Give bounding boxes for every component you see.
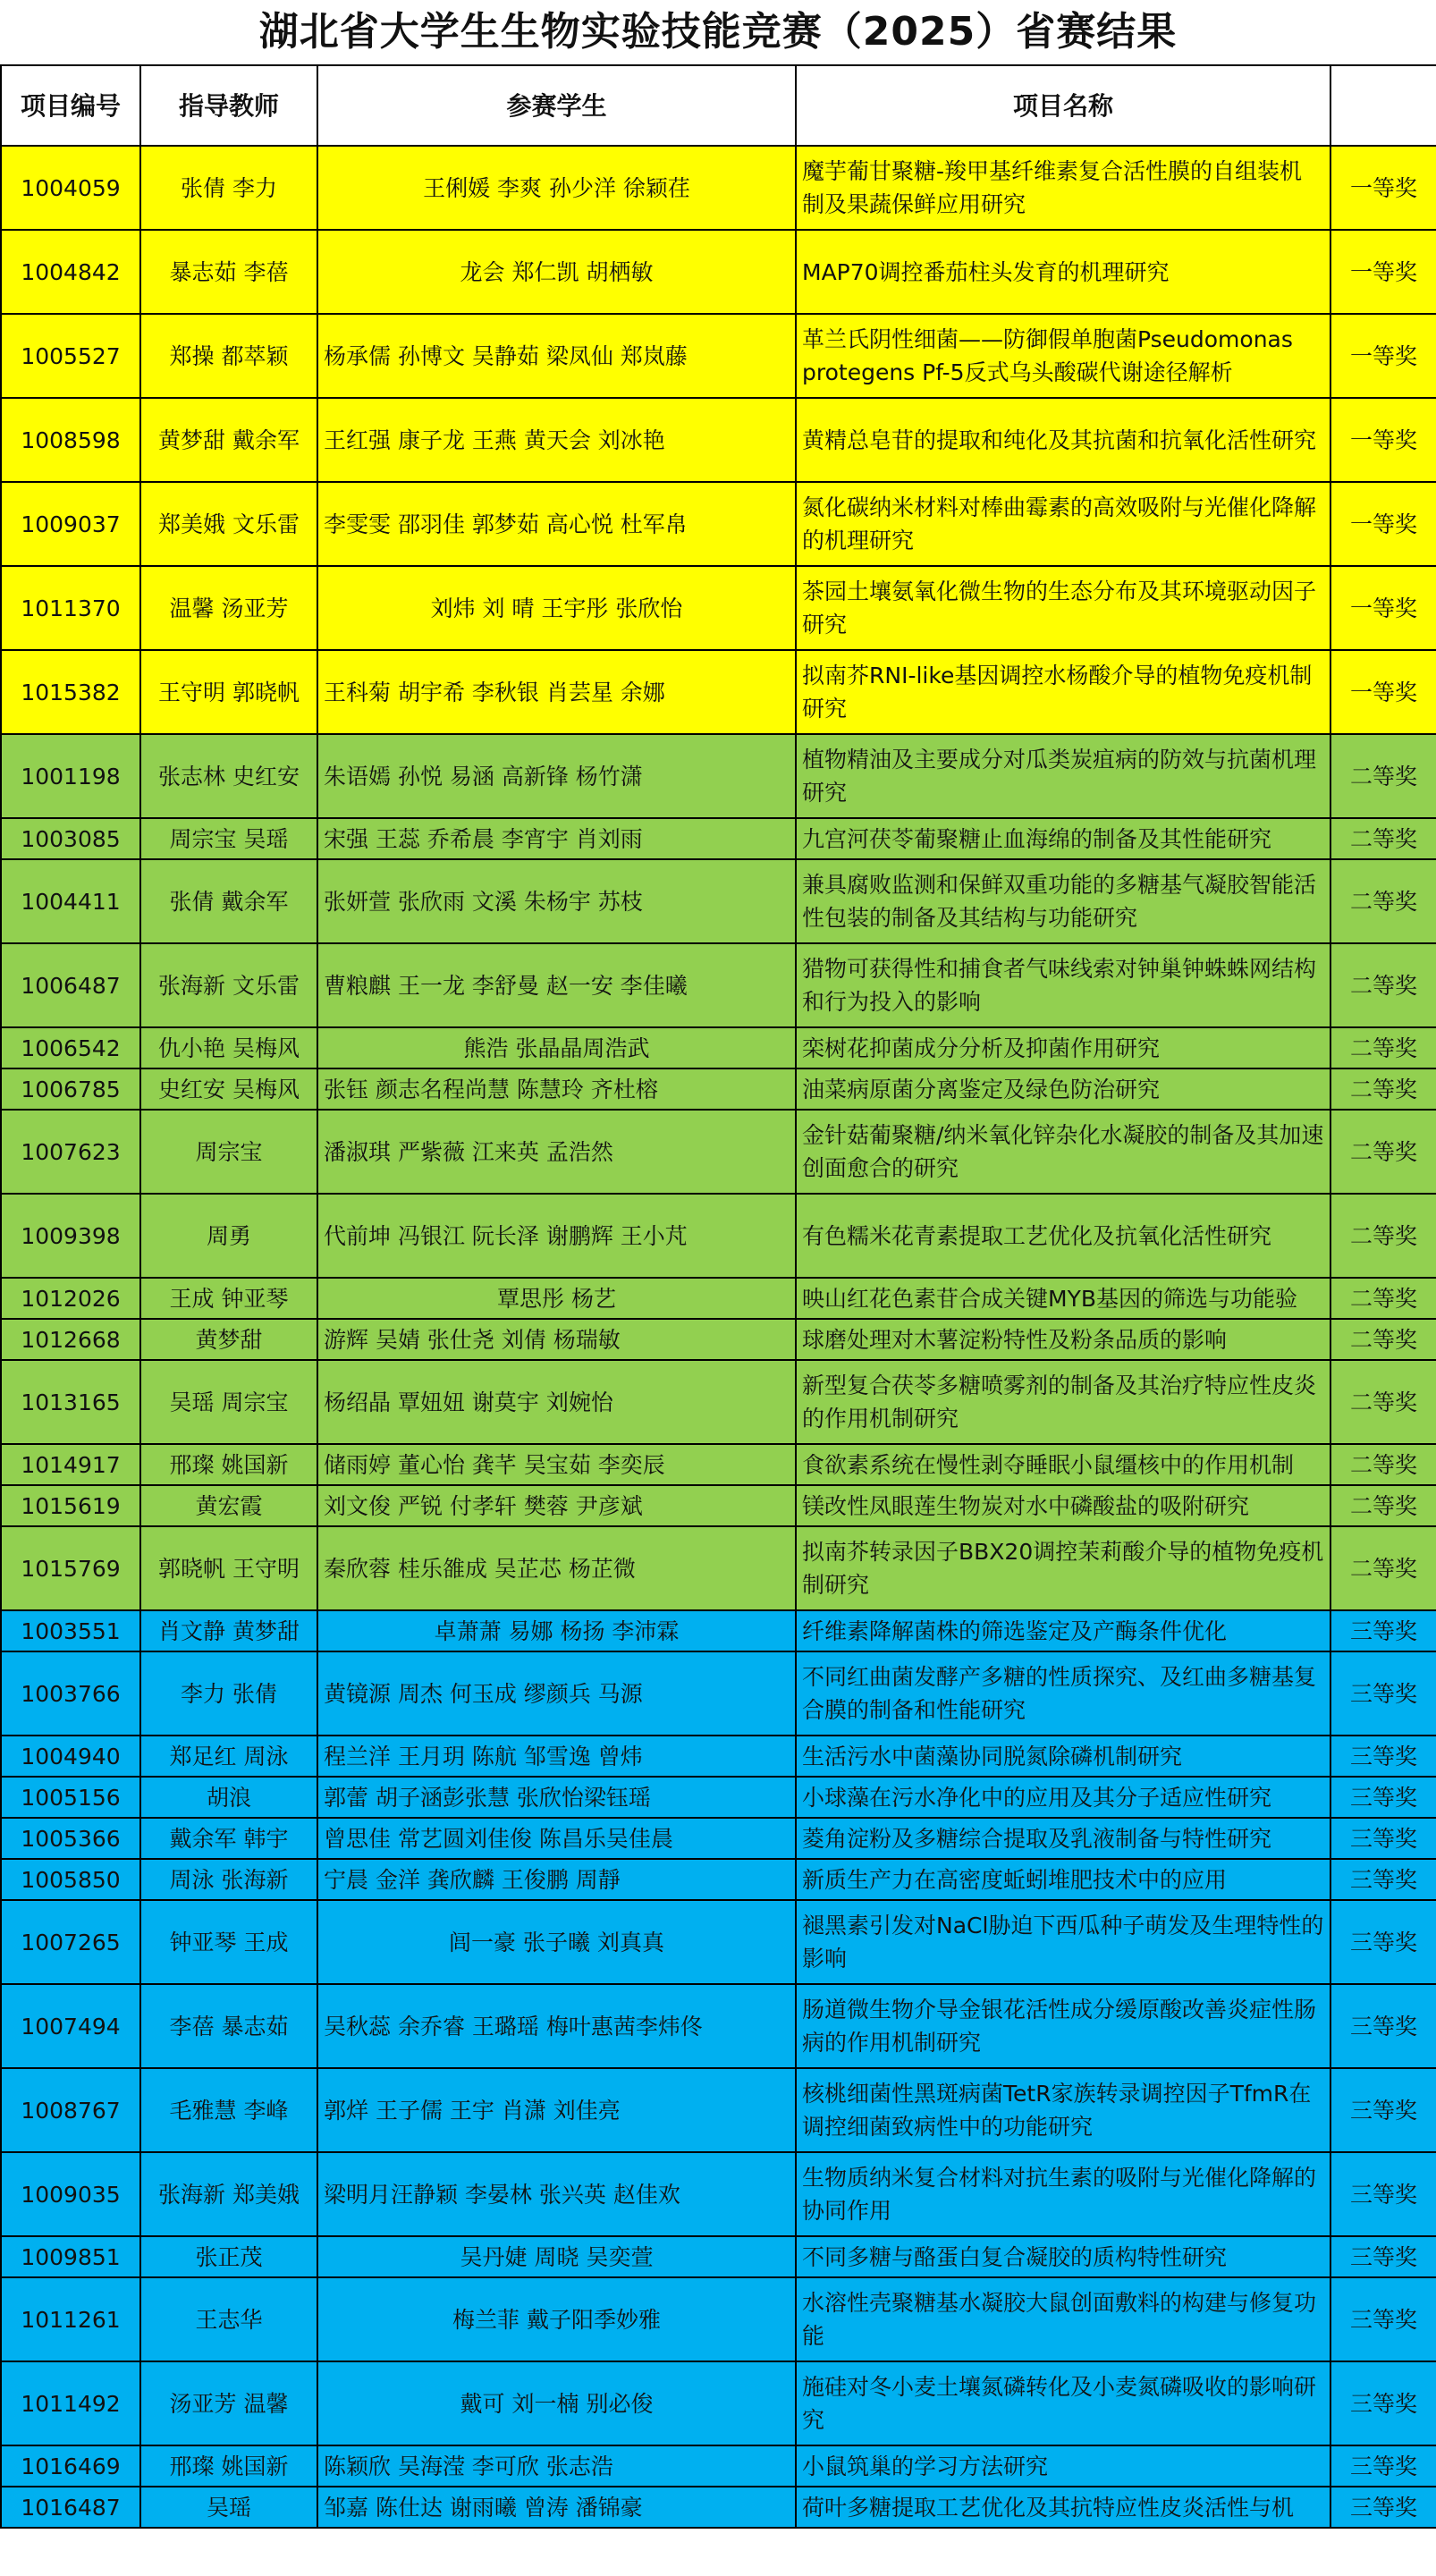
cell-award: 一等奖 xyxy=(1330,146,1436,230)
cell-project-id: 1015619 xyxy=(1,1485,140,1526)
cell-students: 刘文俊 严锐 付孝轩 樊蓉 尹彦斌 xyxy=(317,1485,796,1526)
cell-project-name: 小球藻在污水净化中的应用及其分子适应性研究 xyxy=(796,1777,1330,1818)
table-row xyxy=(1,2361,1436,2445)
cell-project-id: 1007265 xyxy=(1,1900,140,1984)
cell-project-name: 施硅对冬小麦土壤氮磷转化及小麦氮磷吸收的影响研究 xyxy=(796,2361,1330,2445)
cell-students: 王红强 康子龙 王燕 黄天会 刘冰艳 xyxy=(317,398,796,482)
cell-students: 储雨婷 董心怡 龚芊 吴宝茹 李奕辰 xyxy=(317,1444,796,1485)
cell-award: 二等奖 xyxy=(1330,1110,1436,1194)
table-row xyxy=(1,1526,1436,1610)
cell-project-name: 油菜病原菌分离鉴定及绿色防治研究 xyxy=(796,1068,1330,1110)
cell-project-id: 1011492 xyxy=(1,2361,140,2445)
cell-project-name: 不同红曲菌发酵产多糖的性质探究、及红曲多糖基复合膜的制备和性能研究 xyxy=(796,1651,1330,1736)
cell-project-name: 菱角淀粉及多糖综合提取及乳液制备与特性研究 xyxy=(796,1818,1330,1859)
cell-students: 潘淑琪 严紫薇 江来英 孟浩然 xyxy=(317,1110,796,1194)
cell-project-name: 猎物可获得性和捕食者气味线索对钟巢钟蛛蛛网结构和行为投入的影响 xyxy=(796,943,1330,1027)
cell-students: 程兰洋 王月玥 陈航 邹雪逸 曾炜 xyxy=(317,1736,796,1777)
cell-project-id: 1004842 xyxy=(1,230,140,314)
cell-students: 秦欣蓉 桂乐雒成 吴芷芯 杨芷微 xyxy=(317,1526,796,1610)
table-row xyxy=(1,2277,1436,2361)
cell-students: 覃思彤 杨艺 xyxy=(317,1278,796,1319)
table-row xyxy=(1,1360,1436,1444)
cell-award: 二等奖 xyxy=(1330,1194,1436,1278)
table-row xyxy=(1,1818,1436,1859)
cell-students: 李雯雯 邵羽佳 郭梦茹 高心悦 杜军帛 xyxy=(317,482,796,566)
cell-advisors: 暴志茹 李蓓 xyxy=(140,230,317,314)
cell-project-name: 拟南芥RNI-like基因调控水杨酸介导的植物免疫机制研究 xyxy=(796,650,1330,734)
cell-students: 熊浩 张晶晶周浩武 xyxy=(317,1027,796,1068)
cell-project-id: 1004940 xyxy=(1,1736,140,1777)
cell-advisors: 王志华 xyxy=(140,2277,317,2361)
cell-advisors: 戴余军 韩宇 xyxy=(140,1818,317,1859)
cell-advisors: 张海新 文乐雷 xyxy=(140,943,317,1027)
cell-students: 朱语嫣 孙悦 易涵 高新锋 杨竹潇 xyxy=(317,734,796,818)
table-row xyxy=(1,818,1436,859)
cell-advisors: 毛雅慧 李峰 xyxy=(140,2068,317,2152)
cell-students: 曹粮麒 王一龙 李舒曼 赵一安 李佳曦 xyxy=(317,943,796,1027)
table-row xyxy=(1,1777,1436,1818)
cell-award: 二等奖 xyxy=(1330,1444,1436,1485)
table-row xyxy=(1,146,1436,230)
cell-students: 闾一豪 张子曦 刘真真 xyxy=(317,1900,796,1984)
cell-advisors: 黄梦甜 xyxy=(140,1319,317,1360)
cell-students: 吴丹婕 周晓 吴奕萱 xyxy=(317,2236,796,2277)
cell-award: 二等奖 xyxy=(1330,1027,1436,1068)
cell-project-id: 1009035 xyxy=(1,2152,140,2236)
cell-advisors: 王守明 郭晓帆 xyxy=(140,650,317,734)
cell-award: 一等奖 xyxy=(1330,314,1436,398)
cell-award: 三等奖 xyxy=(1330,2487,1436,2528)
cell-students: 王科菊 胡宇希 李秋银 肖芸星 余娜 xyxy=(317,650,796,734)
cell-project-name: 生物质纳米复合材料对抗生素的吸附与光催化降解的协同作用 xyxy=(796,2152,1330,2236)
cell-project-id: 1009851 xyxy=(1,2236,140,2277)
cell-project-id: 1009037 xyxy=(1,482,140,566)
cell-project-id: 1003766 xyxy=(1,1651,140,1736)
table-row xyxy=(1,2487,1436,2528)
table-row xyxy=(1,2236,1436,2277)
cell-students: 梅兰菲 戴子阳季妙雅 xyxy=(317,2277,796,2361)
cell-award: 三等奖 xyxy=(1330,1984,1436,2068)
cell-project-name: 魔芋葡甘聚糖-羧甲基纤维素复合活性膜的自组装机制及果蔬保鲜应用研究 xyxy=(796,146,1330,230)
cell-project-id: 1005156 xyxy=(1,1777,140,1818)
cell-students: 张妍萱 张欣雨 文溪 朱杨宇 苏枝 xyxy=(317,859,796,943)
cell-project-id: 1005850 xyxy=(1,1859,140,1900)
cell-project-id: 1008767 xyxy=(1,2068,140,2152)
cell-project-id: 1016469 xyxy=(1,2445,140,2487)
cell-award: 三等奖 xyxy=(1330,1859,1436,1900)
header-project-id: 项目编号 xyxy=(1,65,140,146)
table-row xyxy=(1,1319,1436,1360)
cell-award: 一等奖 xyxy=(1330,650,1436,734)
header-advisors: 指导教师 xyxy=(140,65,317,146)
cell-project-name: 栾树花抑菌成分分析及抑菌作用研究 xyxy=(796,1027,1330,1068)
cell-advisors: 郑操 都萃颖 xyxy=(140,314,317,398)
cell-project-id: 1008598 xyxy=(1,398,140,482)
table-row xyxy=(1,1444,1436,1485)
cell-project-name: 映山红花色素苷合成关键MYB基因的筛选与功能验 xyxy=(796,1278,1330,1319)
cell-project-name: 拟南芥转录因子BBX20调控茉莉酸介导的植物免疫机制研究 xyxy=(796,1526,1330,1610)
table-row xyxy=(1,1485,1436,1526)
table-row xyxy=(1,859,1436,943)
table-row xyxy=(1,1984,1436,2068)
table-header-row xyxy=(1,65,1436,146)
table-row xyxy=(1,230,1436,314)
cell-project-id: 1006785 xyxy=(1,1068,140,1110)
cell-award: 一等奖 xyxy=(1330,230,1436,314)
cell-project-id: 1004411 xyxy=(1,859,140,943)
cell-award: 三等奖 xyxy=(1330,2277,1436,2361)
table-row xyxy=(1,1610,1436,1651)
cell-advisors: 张倩 李力 xyxy=(140,146,317,230)
cell-advisors: 肖文静 黄梦甜 xyxy=(140,1610,317,1651)
cell-advisors: 邢璨 姚国新 xyxy=(140,1444,317,1485)
cell-students: 黄镜源 周杰 何玉成 缪颜兵 马源 xyxy=(317,1651,796,1736)
cell-project-name: 九宫河茯苓葡聚糖止血海绵的制备及其性能研究 xyxy=(796,818,1330,859)
cell-advisors: 周宗宝 吴瑶 xyxy=(140,818,317,859)
cell-project-name: 不同多糖与酪蛋白复合凝胶的质构特性研究 xyxy=(796,2236,1330,2277)
cell-project-name: 植物精油及主要成分对瓜类炭疽病的防效与抗菌机理研究 xyxy=(796,734,1330,818)
cell-advisors: 周宗宝 xyxy=(140,1110,317,1194)
cell-advisors: 仇小艳 吴梅风 xyxy=(140,1027,317,1068)
cell-students: 宁晨 金洋 龚欣麟 王俊鹏 周靜 xyxy=(317,1859,796,1900)
cell-project-name: 金针菇葡聚糖/纳米氧化锌杂化水凝胶的制备及其加速创面愈合的研究 xyxy=(796,1110,1330,1194)
cell-project-name: 球磨处理对木薯淀粉特性及粉条品质的影响 xyxy=(796,1319,1330,1360)
cell-students: 戴可 刘一楠 别必俊 xyxy=(317,2361,796,2445)
table-row xyxy=(1,566,1436,650)
table-row xyxy=(1,1859,1436,1900)
cell-project-id: 1007494 xyxy=(1,1984,140,2068)
cell-award: 三等奖 xyxy=(1330,1777,1436,1818)
cell-project-id: 1011261 xyxy=(1,2277,140,2361)
cell-advisors: 温馨 汤亚芳 xyxy=(140,566,317,650)
cell-students: 梁明月汪静颖 李晏林 张兴英 赵佳欢 xyxy=(317,2152,796,2236)
cell-project-name: 茶园土壤氨氧化微生物的生态分布及其环境驱动因子研究 xyxy=(796,566,1330,650)
cell-project-id: 1005527 xyxy=(1,314,140,398)
cell-project-name: 革兰氏阴性细菌——防御假单胞菌Pseudomonas protegens Pf-5反式乌头酸碳代谢途径解析 xyxy=(796,314,1330,398)
cell-project-name: 褪黑素引发对NaCl胁迫下西瓜种子萌发及生理特性的影响 xyxy=(796,1900,1330,1984)
cell-project-name: 水溶性壳聚糖基水凝胶大鼠创面敷料的构建与修复功能 xyxy=(796,2277,1330,2361)
cell-project-id: 1007623 xyxy=(1,1110,140,1194)
cell-award: 二等奖 xyxy=(1330,734,1436,818)
table-row xyxy=(1,1194,1436,1278)
cell-project-name: 小鼠筑巢的学习方法研究 xyxy=(796,2445,1330,2487)
cell-award: 三等奖 xyxy=(1330,2361,1436,2445)
cell-advisors: 周泳 张海新 xyxy=(140,1859,317,1900)
cell-award: 二等奖 xyxy=(1330,1360,1436,1444)
cell-award: 三等奖 xyxy=(1330,1736,1436,1777)
cell-project-name: 镁改性凤眼莲生物炭对水中磷酸盐的吸附研究 xyxy=(796,1485,1330,1526)
cell-project-name: 新质生产力在高密度蚯蚓堆肥技术中的应用 xyxy=(796,1859,1330,1900)
cell-project-id: 1005366 xyxy=(1,1818,140,1859)
cell-project-id: 1006542 xyxy=(1,1027,140,1068)
cell-advisors: 王成 钟亚琴 xyxy=(140,1278,317,1319)
cell-students: 宋强 王蕊 乔希晨 李宵宇 肖刘雨 xyxy=(317,818,796,859)
cell-students: 龙会 郑仁凯 胡栖敏 xyxy=(317,230,796,314)
table-row xyxy=(1,1278,1436,1319)
cell-award: 二等奖 xyxy=(1330,818,1436,859)
cell-award: 二等奖 xyxy=(1330,1068,1436,1110)
table-row xyxy=(1,2152,1436,2236)
table-row xyxy=(1,650,1436,734)
cell-project-id: 1006487 xyxy=(1,943,140,1027)
table-row xyxy=(1,314,1436,398)
cell-students: 游辉 吴婧 张仕尧 刘倩 杨瑞敏 xyxy=(317,1319,796,1360)
cell-project-id: 1001198 xyxy=(1,734,140,818)
cell-project-name: 兼具腐败监测和保鲜双重功能的多糖基气凝胶智能活性包装的制备及其结构与功能研究 xyxy=(796,859,1330,943)
cell-award: 一等奖 xyxy=(1330,566,1436,650)
cell-project-id: 1003085 xyxy=(1,818,140,859)
header-students: 参赛学生 xyxy=(317,65,796,146)
cell-award: 二等奖 xyxy=(1330,1485,1436,1526)
cell-advisors: 张海新 郑美娥 xyxy=(140,2152,317,2236)
table-body xyxy=(1,146,1436,2528)
cell-project-id: 1011370 xyxy=(1,566,140,650)
cell-award: 三等奖 xyxy=(1330,1651,1436,1736)
cell-project-id: 1015769 xyxy=(1,1526,140,1610)
cell-students: 王俐媛 李爽 孙少洋 徐颖荏 xyxy=(317,146,796,230)
results-table xyxy=(0,64,1436,2529)
cell-students: 吴秋蕊 余乔睿 王璐瑶 梅叶惠茜李炜佟 xyxy=(317,1984,796,2068)
cell-award: 二等奖 xyxy=(1330,1319,1436,1360)
cell-advisors: 张志林 史红安 xyxy=(140,734,317,818)
cell-project-id: 1015382 xyxy=(1,650,140,734)
cell-advisors: 郭晓帆 王守明 xyxy=(140,1526,317,1610)
cell-advisors: 张正茂 xyxy=(140,2236,317,2277)
cell-award: 三等奖 xyxy=(1330,2236,1436,2277)
table-row xyxy=(1,2068,1436,2152)
cell-students: 刘炜 刘 晴 王宇彤 张欣怡 xyxy=(317,566,796,650)
table-row xyxy=(1,1651,1436,1736)
cell-advisors: 李蓓 暴志茹 xyxy=(140,1984,317,2068)
cell-award: 三等奖 xyxy=(1330,1610,1436,1651)
cell-award: 一等奖 xyxy=(1330,482,1436,566)
table-row xyxy=(1,1736,1436,1777)
cell-award: 三等奖 xyxy=(1330,1900,1436,1984)
cell-students: 杨承儒 孙博文 吴静茹 梁凤仙 郑岚藤 xyxy=(317,314,796,398)
table-row xyxy=(1,1068,1436,1110)
cell-advisors: 胡浪 xyxy=(140,1777,317,1818)
table-row xyxy=(1,398,1436,482)
cell-project-name: 荷叶多糖提取工艺优化及其抗特应性皮炎活性与机 xyxy=(796,2487,1330,2528)
cell-advisors: 吴瑶 周宗宝 xyxy=(140,1360,317,1444)
cell-award: 二等奖 xyxy=(1330,943,1436,1027)
cell-advisors: 张倩 戴余军 xyxy=(140,859,317,943)
cell-students: 郭蕾 胡子涵彭张慧 张欣怡梁钰瑶 xyxy=(317,1777,796,1818)
cell-students: 卓萧萧 易娜 杨扬 李沛霖 xyxy=(317,1610,796,1651)
cell-project-id: 1009398 xyxy=(1,1194,140,1278)
page-title: 湖北省大学生生物实验技能竞赛（2025）省赛结果 xyxy=(258,9,1178,55)
cell-project-name: 食欲素系统在慢性剥夺睡眠小鼠缰核中的作用机制 xyxy=(796,1444,1330,1485)
cell-project-name: 有色糯米花青素提取工艺优化及抗氧化活性研究 xyxy=(796,1194,1330,1278)
cell-students: 代前坤 冯银江 阮长泽 谢鹏辉 王小芃 xyxy=(317,1194,796,1278)
table-row xyxy=(1,482,1436,566)
cell-students: 杨绍晶 覃妞妞 谢莫宇 刘婉怡 xyxy=(317,1360,796,1444)
cell-project-id: 1004059 xyxy=(1,146,140,230)
cell-advisors: 郑足红 周泳 xyxy=(140,1736,317,1777)
cell-advisors: 李力 张倩 xyxy=(140,1651,317,1736)
cell-project-name: MAP70调控番茄柱头发育的机理研究 xyxy=(796,230,1330,314)
cell-project-name: 生活污水中菌藻协同脱氮除磷机制研究 xyxy=(796,1736,1330,1777)
cell-students: 张钰 颜志名程尚慧 陈慧玲 齐杜榕 xyxy=(317,1068,796,1110)
cell-project-name: 肠道微生物介导金银花活性成分缓原酸改善炎症性肠病的作用机制研究 xyxy=(796,1984,1330,2068)
cell-project-id: 1016487 xyxy=(1,2487,140,2528)
cell-project-id: 1003551 xyxy=(1,1610,140,1651)
cell-advisors: 黄宏霞 xyxy=(140,1485,317,1526)
table-row xyxy=(1,1900,1436,1984)
table-row xyxy=(1,1027,1436,1068)
table-row xyxy=(1,734,1436,818)
cell-project-name: 新型复合茯苓多糖喷雾剂的制备及其治疗特应性皮炎的作用机制研究 xyxy=(796,1360,1330,1444)
cell-project-id: 1012026 xyxy=(1,1278,140,1319)
cell-students: 陈颖欣 吴海滢 李可欣 张志浩 xyxy=(317,2445,796,2487)
cell-award: 二等奖 xyxy=(1330,1278,1436,1319)
cell-students: 曾思佳 常艺圆刘佳俊 陈昌乐吴佳晨 xyxy=(317,1818,796,1859)
cell-award: 三等奖 xyxy=(1330,1818,1436,1859)
cell-award: 一等奖 xyxy=(1330,398,1436,482)
cell-advisors: 吴瑶 xyxy=(140,2487,317,2528)
cell-advisors: 黄梦甜 戴余军 xyxy=(140,398,317,482)
header-award xyxy=(1330,65,1436,146)
cell-advisors: 钟亚琴 王成 xyxy=(140,1900,317,1984)
cell-advisors: 邢璨 姚国新 xyxy=(140,2445,317,2487)
cell-advisors: 汤亚芳 温馨 xyxy=(140,2361,317,2445)
cell-project-name: 核桃细菌性黑斑病菌TetR家族转录调控因子TfmR在调控细菌致病性中的功能研究 xyxy=(796,2068,1330,2152)
header-project-name: 项目名称 xyxy=(796,65,1330,146)
cell-award: 三等奖 xyxy=(1330,2068,1436,2152)
table-row xyxy=(1,1110,1436,1194)
cell-students: 郭烊 王子儒 王宇 肖潇 刘佳亮 xyxy=(317,2068,796,2152)
cell-advisors: 郑美娥 文乐雷 xyxy=(140,482,317,566)
cell-advisors: 周勇 xyxy=(140,1194,317,1278)
cell-project-id: 1012668 xyxy=(1,1319,140,1360)
cell-advisors: 史红安 吴梅风 xyxy=(140,1068,317,1110)
cell-award: 二等奖 xyxy=(1330,859,1436,943)
table-row xyxy=(1,943,1436,1027)
cell-project-id: 1013165 xyxy=(1,1360,140,1444)
cell-project-name: 纤维素降解菌株的筛选鉴定及产酶条件优化 xyxy=(796,1610,1330,1651)
cell-award: 三等奖 xyxy=(1330,2445,1436,2487)
cell-project-id: 1014917 xyxy=(1,1444,140,1485)
cell-award: 二等奖 xyxy=(1330,1526,1436,1610)
cell-award: 三等奖 xyxy=(1330,2152,1436,2236)
cell-project-name: 黄精总皂苷的提取和纯化及其抗菌和抗氧化活性研究 xyxy=(796,398,1330,482)
cell-project-name: 氮化碳纳米材料对棒曲霉素的高效吸附与光催化降解的机理研究 xyxy=(796,482,1330,566)
table-row xyxy=(1,2445,1436,2487)
cell-students: 邹嘉 陈仕达 谢雨曦 曾涛 潘锦豪 xyxy=(317,2487,796,2528)
